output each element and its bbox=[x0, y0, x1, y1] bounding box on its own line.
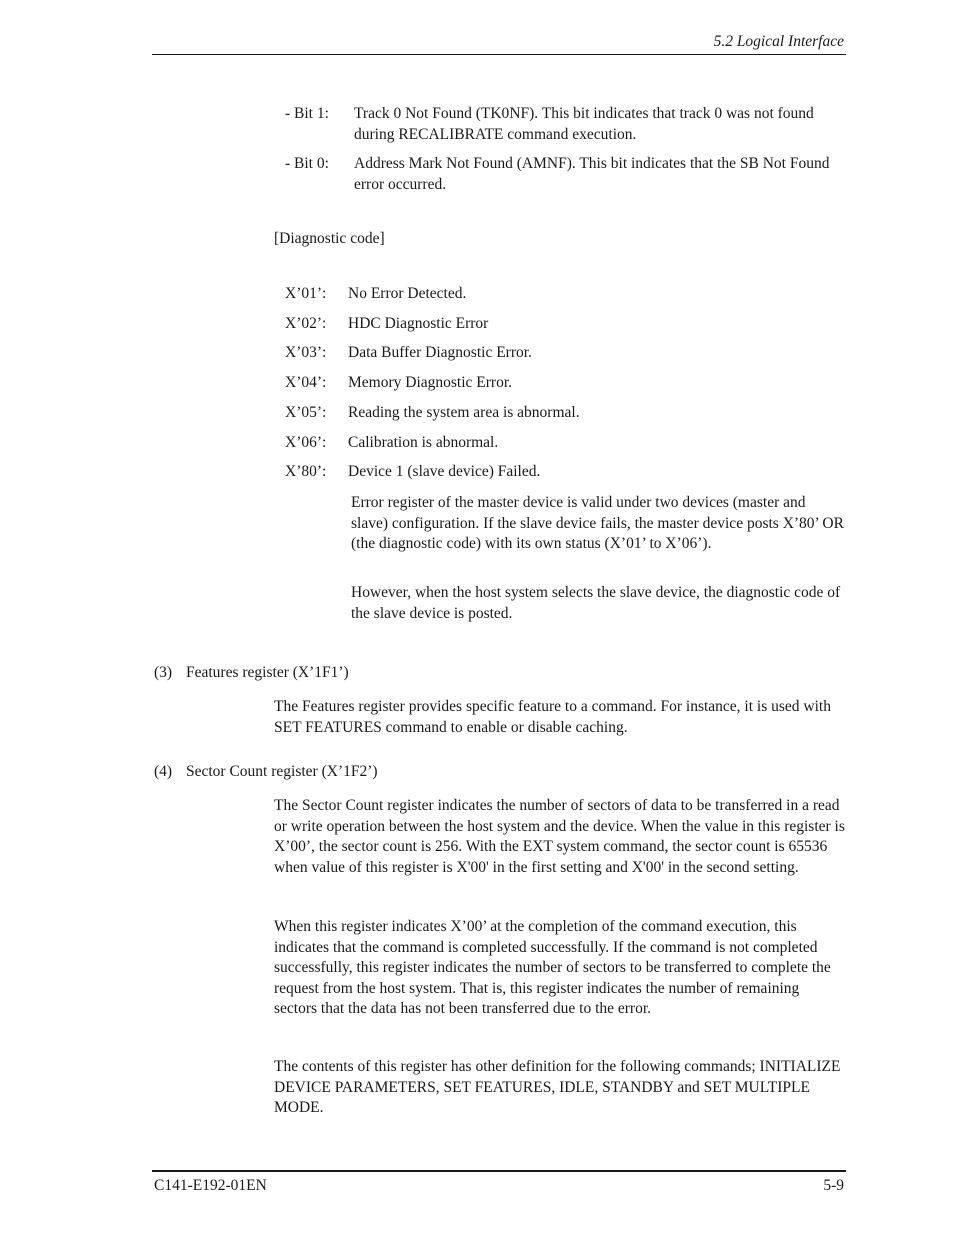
diagnostic-code: X’01’: bbox=[285, 285, 327, 302]
sector-count-paragraph: The contents of this register has other definition for the following commands; INITIALIZE DEVICE PARAMETERS, SET FEATURES, IDLE, STANDBY and SET MULTIPLE MODE. bbox=[274, 1058, 841, 1116]
section-title: Sector Count register (X’1F2’) bbox=[186, 763, 378, 780]
running-header: 5.2 Logical Interface bbox=[713, 33, 844, 50]
diagnostic-code: X’80’: bbox=[285, 463, 327, 480]
diagnostic-code: X’06’: bbox=[285, 434, 327, 451]
diagnostic-code-text: Device 1 (slave device) Failed. bbox=[348, 463, 541, 480]
bit-0-description: Address Mark Not Found (AMNF). This bit indicates that the SB Not Found error occurred. bbox=[354, 155, 830, 193]
diagnostic-code-text: Memory Diagnostic Error. bbox=[348, 374, 513, 391]
page-number: 5-9 bbox=[823, 1177, 844, 1194]
slave-failure-note: Error register of the master device is valid under two devices (master and slave) configuration. If the slave device fails, the master device posts X’80’ OR (the diagnostic code) with its own status (X’01’ to X’06’). bbox=[351, 494, 844, 552]
bit-1-label: - Bit 1: bbox=[285, 105, 329, 122]
features-register-paragraph: The Features register provides specific feature to a command. For instance, it is used with SET FEATURES command to enable or disable caching. bbox=[274, 698, 831, 736]
bit-0-label: - Bit 0: bbox=[285, 155, 329, 172]
diagnostic-code: X’05’: bbox=[285, 404, 327, 421]
sector-count-paragraph: When this register indicates X’00’ at the completion of the command execution, this indicates that the command is completed successfully. If the command is not completed successfully, this register indicates the number of sectors to be transferred to complete the request from the host system. That is, this register indicates the number of remaining sectors that the data has not been transferred due to the error. bbox=[274, 918, 831, 1017]
header-rule bbox=[152, 54, 846, 55]
section-number: (3) bbox=[154, 664, 173, 681]
diagnostic-code: X’03’: bbox=[285, 344, 327, 361]
slave-selection-note: However, when the host system selects the slave device, the diagnostic code of the slave device is posted. bbox=[351, 584, 841, 622]
diagnostic-code: X’04’: bbox=[285, 374, 327, 391]
diagnostic-code-text: No Error Detected. bbox=[348, 285, 467, 302]
section-number: (4) bbox=[154, 763, 173, 780]
footer-rule bbox=[152, 1170, 846, 1172]
diagnostic-code-text: HDC Diagnostic Error bbox=[348, 315, 489, 332]
diagnostic-heading: [Diagnostic code] bbox=[274, 230, 385, 247]
bit-1-description: Track 0 Not Found (TK0NF). This bit indicates that track 0 was not found during RECALIBRATE command execution. bbox=[354, 105, 814, 143]
diagnostic-code-text: Data Buffer Diagnostic Error. bbox=[348, 344, 532, 361]
diagnostic-code-text: Reading the system area is abnormal. bbox=[348, 404, 580, 421]
document-id: C141-E192-01EN bbox=[154, 1177, 267, 1194]
sector-count-paragraph: The Sector Count register indicates the number of sectors of data to be transferred in a read or write operation between the host system and the device. When the value in this register is X’00’, the sector count is 256. With the EXT system command, the sector count is 65536 when value of this register is X'00' in the first setting and X'00' in the second setting. bbox=[274, 797, 845, 876]
diagnostic-code: X’02’: bbox=[285, 315, 327, 332]
section-title: Features register (X’1F1’) bbox=[186, 664, 349, 681]
diagnostic-code-text: Calibration is abnormal. bbox=[348, 434, 499, 451]
